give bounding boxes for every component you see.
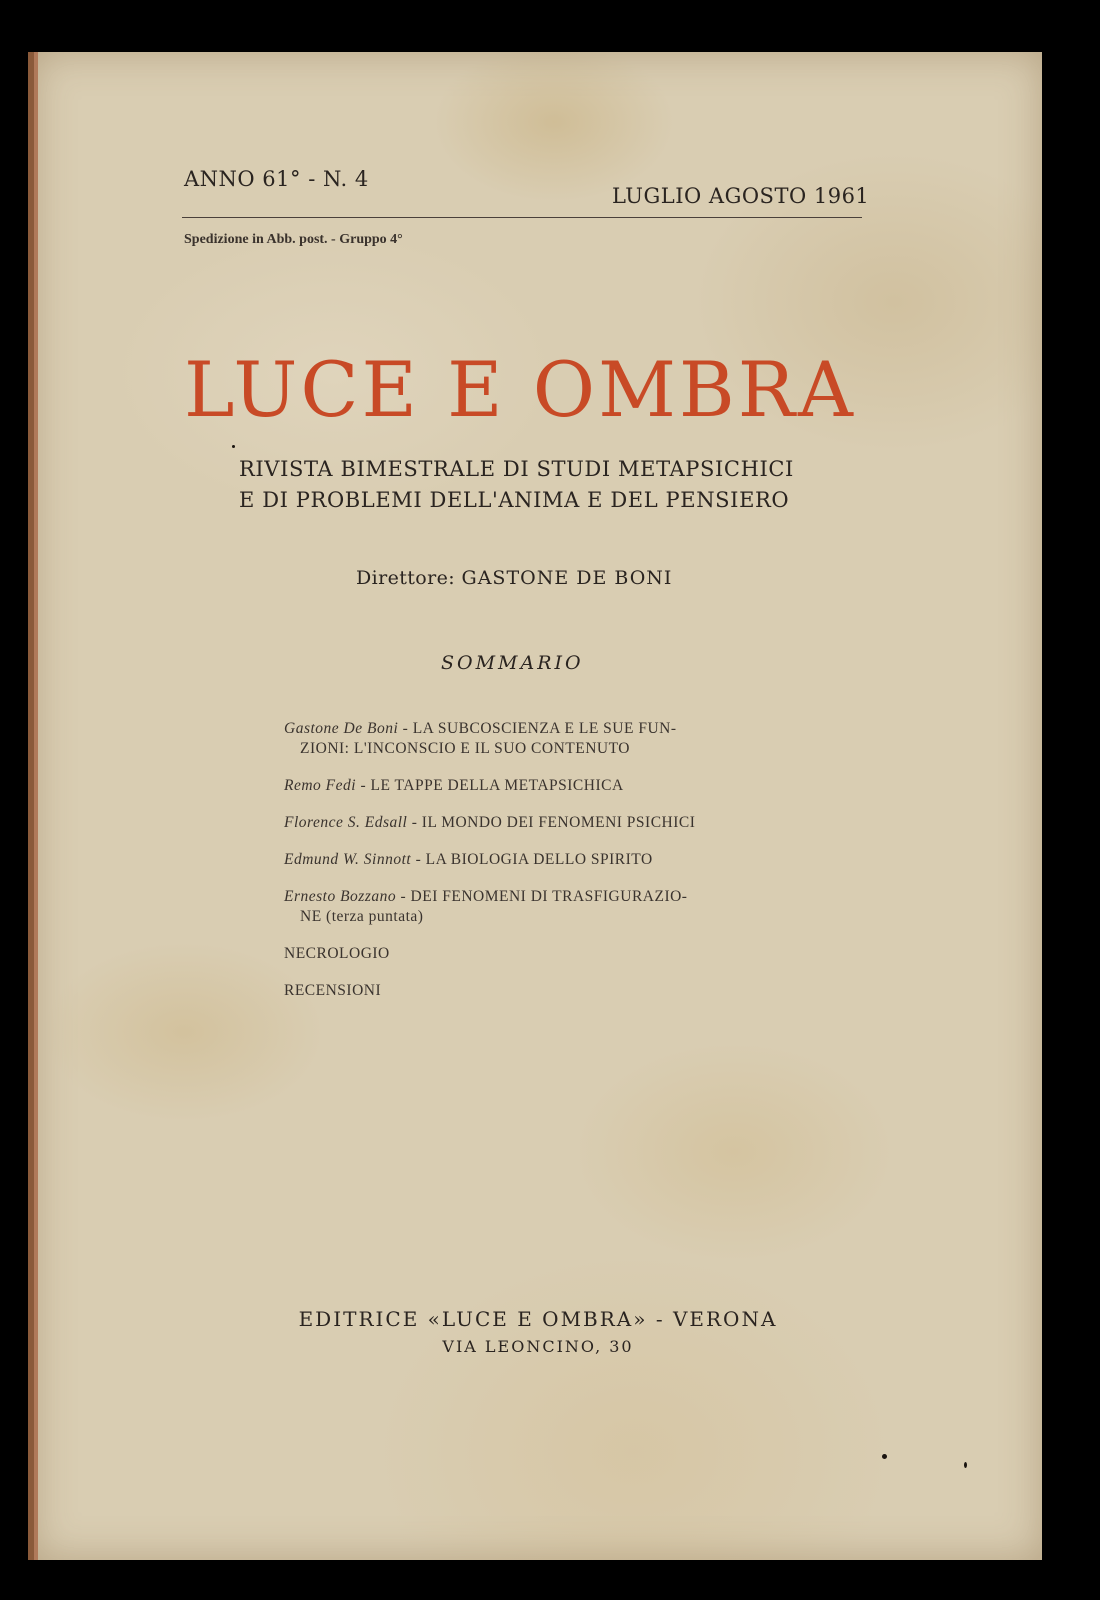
ink-speck	[232, 445, 235, 448]
toc-entry-reviews	[284, 981, 804, 1001]
toc-entry	[284, 813, 804, 833]
toc-author: Ernesto Bozzano	[284, 888, 397, 905]
director-line	[356, 567, 672, 589]
ink-speck	[882, 1454, 887, 1459]
toc-title: DEI FENOMENI DI TRASFIGURAZIO-	[410, 888, 688, 905]
toc-entry	[284, 887, 804, 927]
toc-author: Gastone De Boni	[284, 720, 399, 737]
subtitle-line-1: RIVISTA BIMESTRALE DI STUDI METAPSICHICI	[239, 457, 794, 481]
header-divider	[182, 217, 862, 218]
publisher-imprint	[134, 1305, 942, 1361]
toc-title: LE TAPPE DELLA METAPSICHICA	[370, 777, 624, 794]
toc-entry-obituary	[284, 944, 804, 964]
toc-title: NECROLOGIO	[284, 945, 390, 962]
magazine-cover	[28, 52, 1042, 1560]
shipping-note: Spedizione in Abb. post. - Gruppo 4°	[184, 232, 403, 247]
toc-separator: -	[411, 851, 426, 868]
toc-entry	[284, 850, 804, 870]
issue-date: LUGLIO AGOSTO 1961	[612, 184, 870, 208]
toc-title: RECENSIONI	[284, 982, 382, 999]
toc-entry	[284, 719, 804, 759]
toc-separator: -	[396, 888, 411, 905]
toc-separator: -	[398, 720, 413, 737]
toc-author: Remo Fedi	[284, 777, 357, 794]
publisher-address: VIA LEONCINO, 30	[442, 1337, 634, 1356]
spine-edge	[34, 52, 38, 1560]
toc-title-continued: NE (terza puntata)	[300, 908, 424, 925]
toc-separator: -	[407, 814, 422, 831]
contents-heading: SOMMARIO	[441, 652, 584, 674]
ink-speck	[964, 1462, 967, 1468]
toc-title: LA BIOLOGIA DELLO SPIRITO	[425, 851, 653, 868]
magazine-title: LUCE E OMBRA	[184, 345, 856, 434]
toc-separator: -	[356, 777, 371, 794]
subtitle-line-2: E DI PROBLEMI DELL'ANIMA E DEL PENSIERO	[239, 488, 790, 512]
toc-title: IL MONDO DEI FENOMENI PSICHICI	[421, 814, 696, 831]
toc-author: Florence S. Edsall	[284, 814, 408, 831]
table-of-contents	[284, 719, 804, 1018]
director-name: GASTONE DE BONI	[461, 567, 673, 589]
toc-title: LA SUBCOSCIENZA E LE SUE FUN-	[412, 720, 677, 737]
toc-entry	[284, 776, 804, 796]
toc-author: Edmund W. Sinnott	[284, 851, 412, 868]
magazine-subtitle	[239, 454, 879, 516]
issue-number: ANNO 61° - N. 4	[184, 167, 369, 191]
director-label: Direttore:	[356, 567, 456, 589]
publisher-name: EDITRICE «LUCE E OMBRA» - VERONA	[298, 1307, 778, 1331]
toc-title-continued: ZIONI: L'INCONSCIO E IL SUO CONTENUTO	[300, 740, 630, 757]
